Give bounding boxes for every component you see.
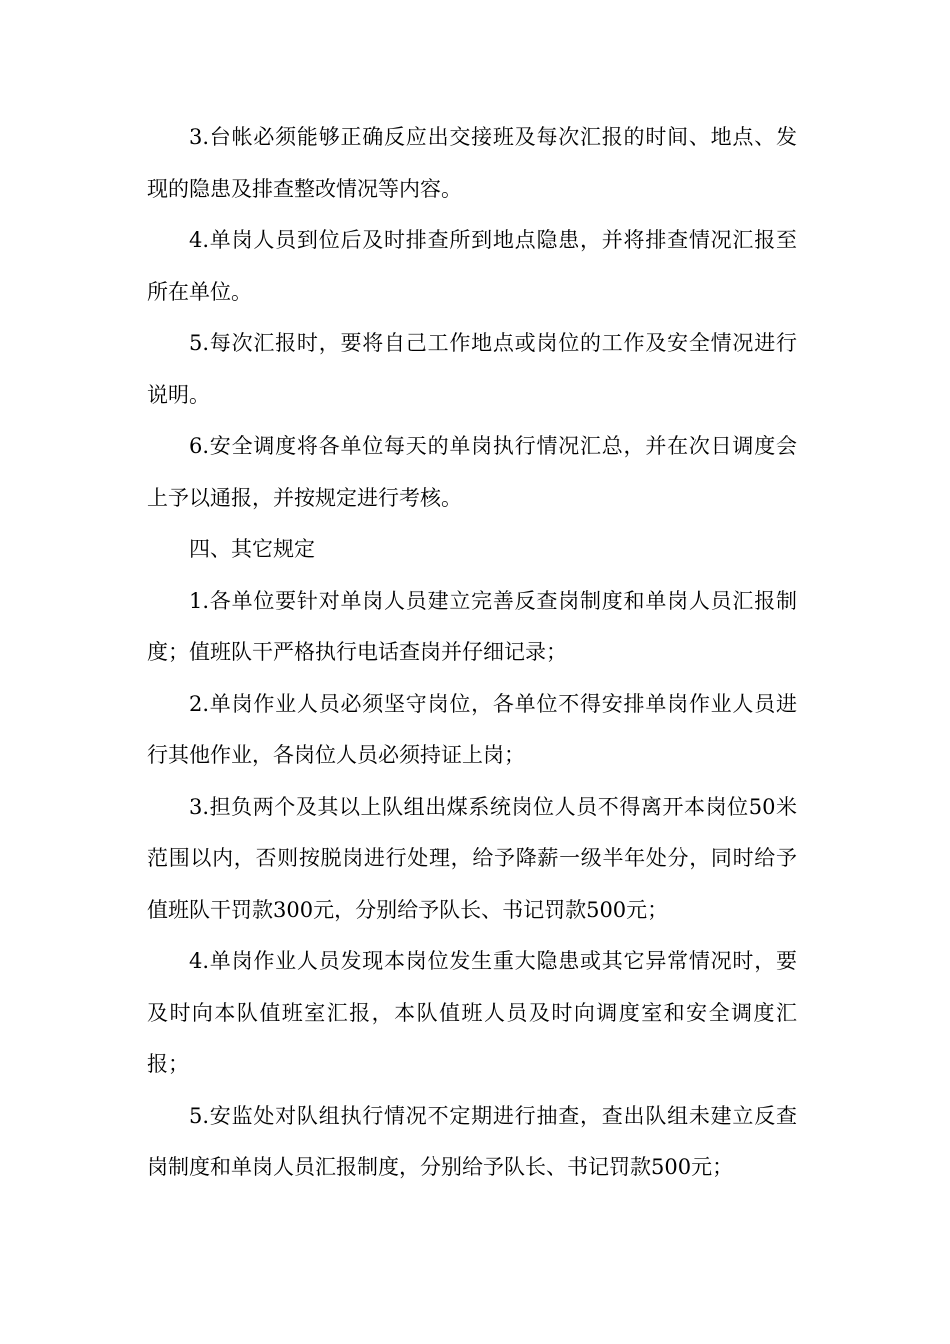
paragraph-rule-1: 1.各单位要针对单岗人员建立完善反查岗制度和单岗人员汇报制度；值班队干严格执行电话查岗并仔细记录； — [147, 588, 797, 664]
paragraph-rule-4: 4.单岗作业人员发现本岗位发生重大隐患或其它异常情况时，要及时向本队值班室汇报，本队值班人员及时向调度室和安全调度汇报； — [147, 949, 797, 1076]
paragraph-single-post-check: 4.单岗人员到位后及时排查所到地点隐患，并将排查情况汇报至所在单位。 — [147, 228, 797, 304]
paragraph-report-description: 5.每次汇报时，要将自己工作地点或岗位的工作及安全情况进行说明。 — [147, 331, 797, 407]
section-heading-other-rules: 四、其它规定 — [189, 537, 315, 561]
paragraph-rule-3: 3.担负两个及其以上队组出煤系统岗位人员不得离开本岗位50米范围以内，否则按脱岗进行处理，给予降薪一级半年处分，同时给予值班队干罚款300元，分别给予队长、书记罚款500元； — [147, 794, 797, 922]
paragraph-ledger-requirements: 3.台帐必须能够正确反应出交接班及每次汇报的时间、地点、发现的隐患及排查整改情况等内容。 — [147, 125, 797, 201]
paragraph-rule-5: 5.安监处对队组执行情况不定期进行抽查，查出队组未建立反查岗制度和单岗人员汇报制度，分别给予队长、书记罚款500元； — [147, 1103, 797, 1179]
paragraph-safety-dispatch-summary: 6.安全调度将各单位每天的单岗执行情况汇总，并在次日调度会上予以通报，并按规定进行考核。 — [147, 434, 797, 510]
paragraph-rule-2: 2.单岗作业人员必须坚守岗位，各单位不得安排单岗作业人员进行其他作业，各岗位人员必须持证上岗； — [147, 691, 797, 767]
document-body — [147, 112, 797, 1194]
